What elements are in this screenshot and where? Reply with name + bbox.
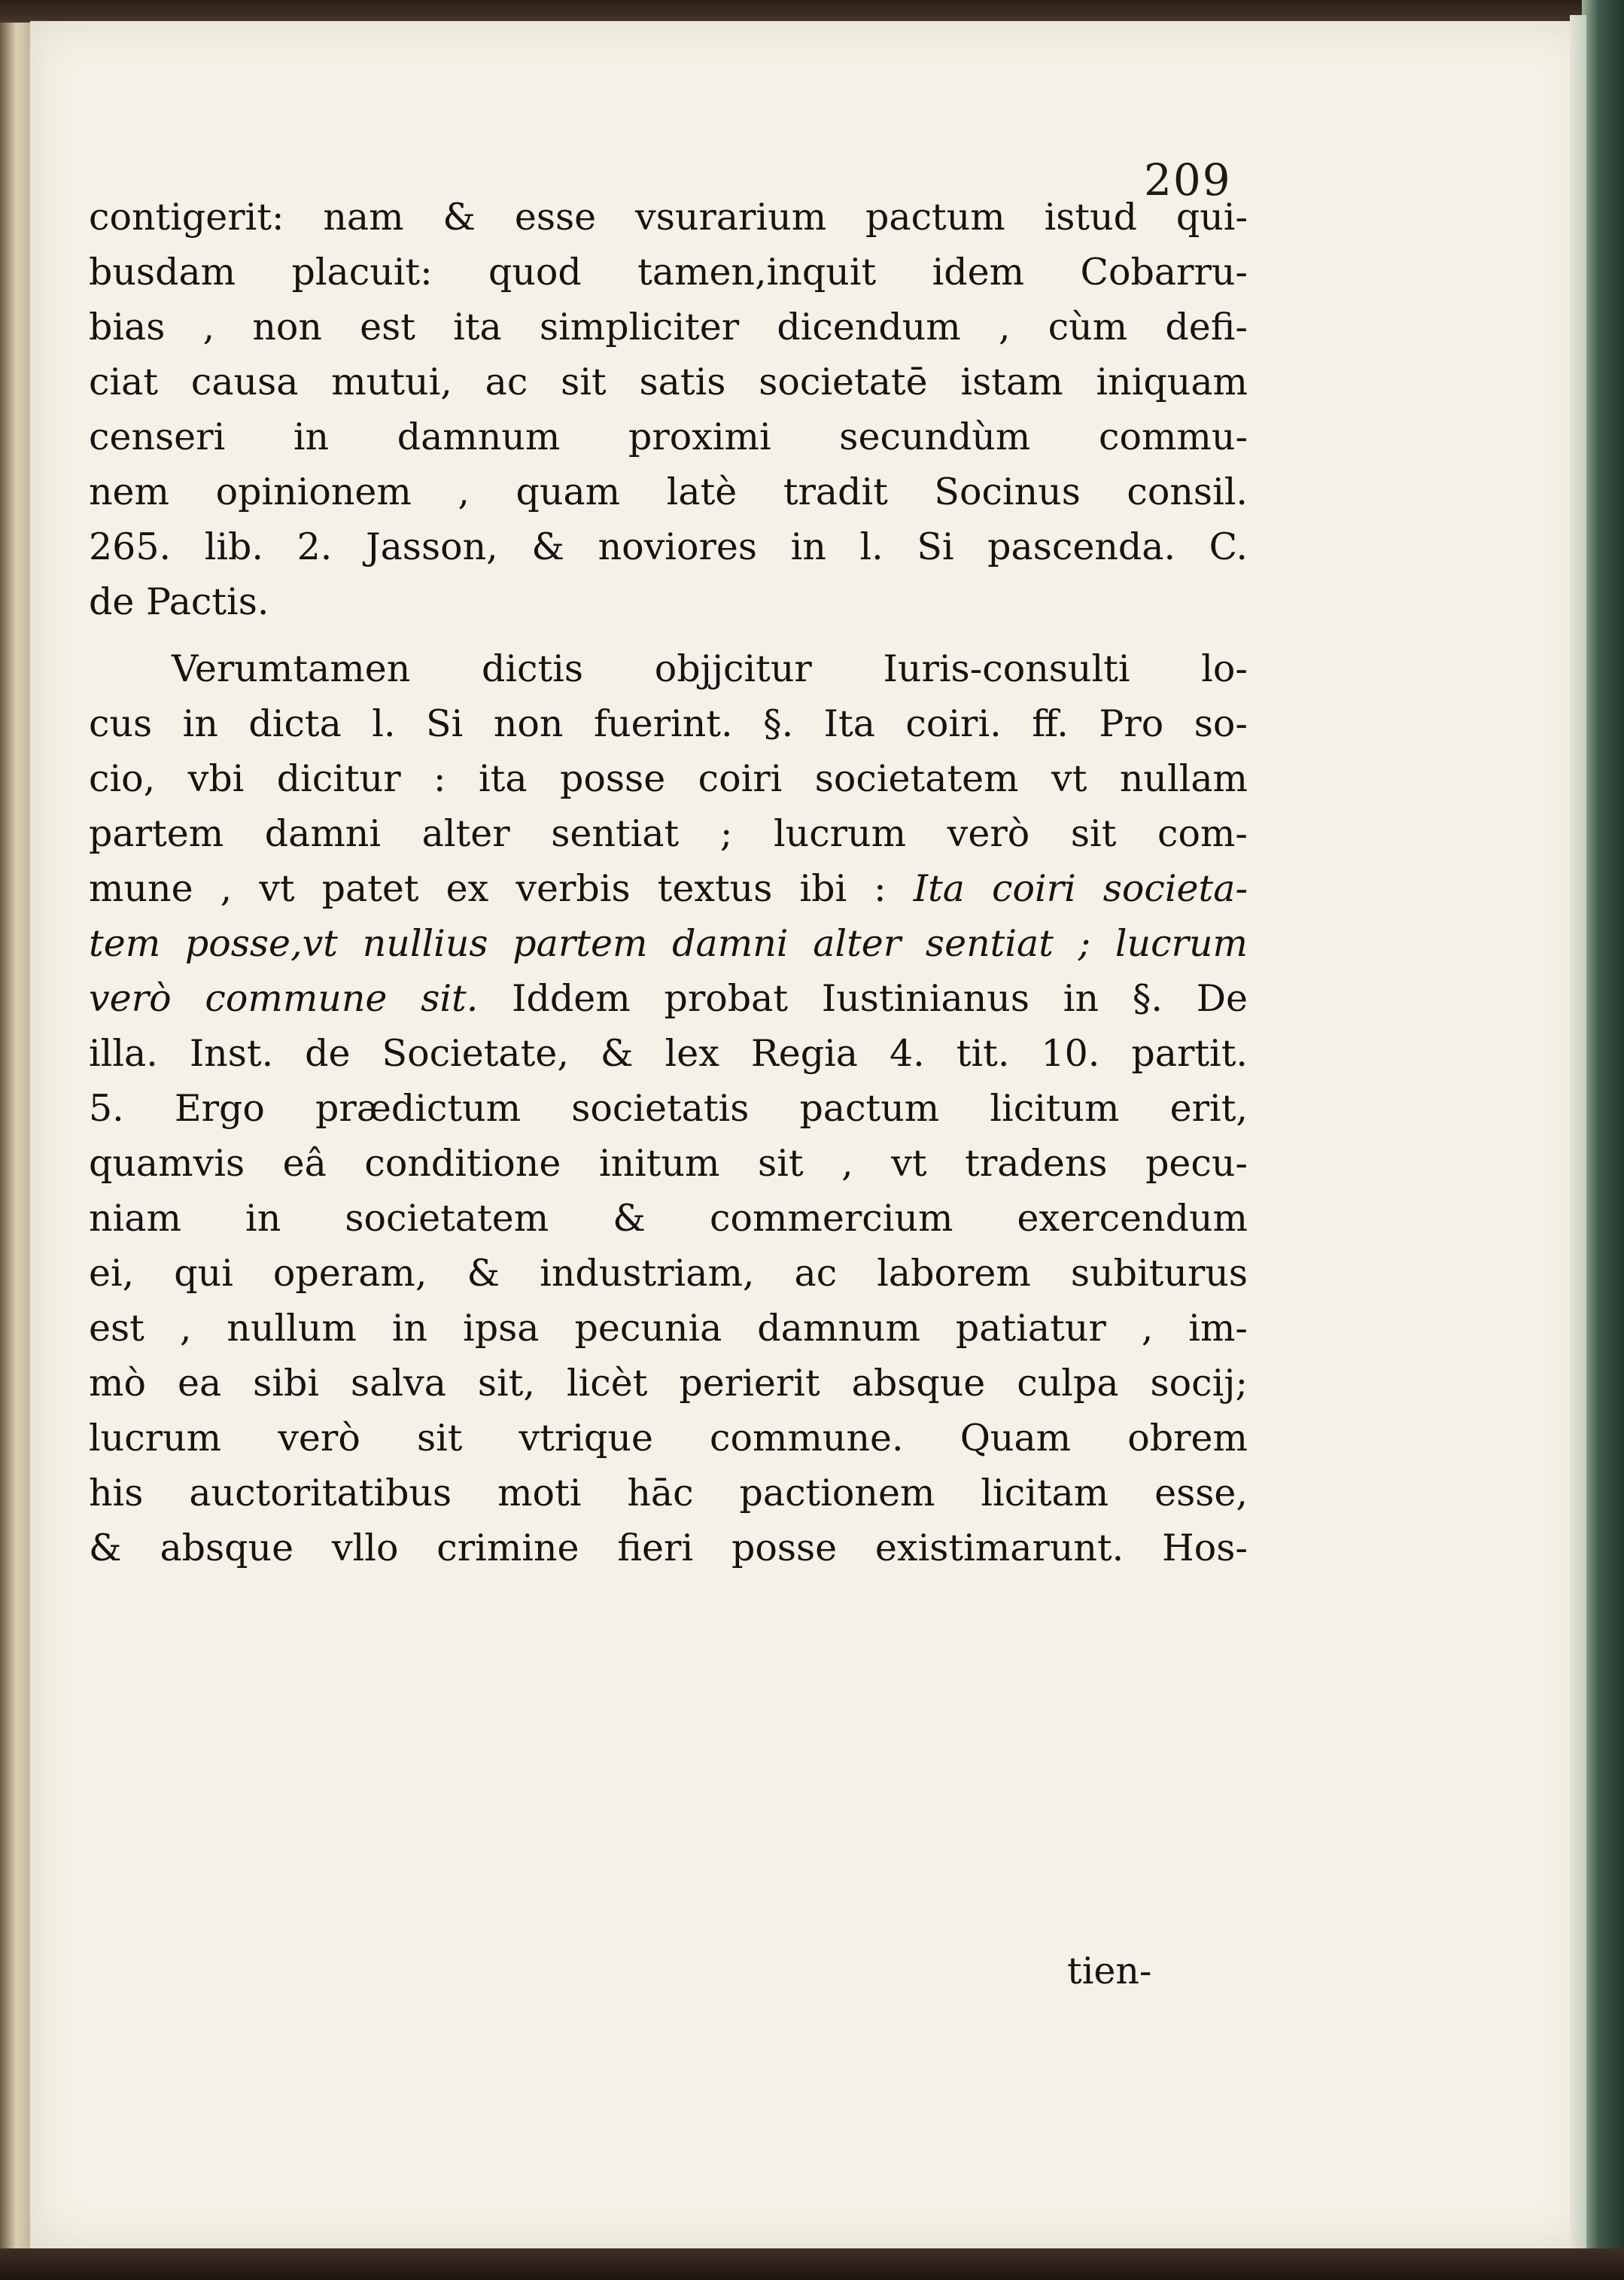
text-line: censeri in damnum proximi secundùm commu- [89,416,1248,458]
text-line: illa. Inst. de Societate, & lex Regia 4. tit. 10. partit. [89,1032,1248,1075]
page-number: 209 [1144,154,1232,205]
catchword: tien- [1067,1950,1152,1992]
background-bottom [0,2248,1624,2280]
text-line: cus in dicta l. Si non fuerint. §. Ita coiri. ff. Pro so- [89,702,1248,745]
text-line: ei, qui operam, & industriam, ac laborem subiturus [89,1252,1248,1295]
text-line-mixed [89,971,1248,1026]
text-line: niam in societatem & commercium exercendum [89,1197,1248,1240]
main-text [89,190,1248,1575]
roman-text: Iddem probat Iustinianus in §. De [512,977,1248,1020]
text-line: contigerit: nam & esse vsurarium pactum istud qui- [89,196,1248,239]
text-line: est , nullum in ipsa pecunia damnum patiatur , im- [89,1307,1248,1350]
text-line: de Pactis. [89,580,269,623]
text-line: bias , non est ita simpliciter dicendum , cùm defi- [89,306,1248,349]
text-line: & absque vllo crimine fieri posse existimarunt. Hos- [89,1527,1248,1569]
text-line: 265. lib. 2. Jasson, & noviores in l. Si pascenda. C. [89,525,1248,568]
text-line: mò ea sibi salva sit, licèt perierit absque culpa socij; [89,1362,1248,1405]
text-line: busdam placuit: quod tamen,inquit idem Cobarru- [89,251,1248,294]
roman-text: mune , vt patet ex verbis textus ibi : [89,867,887,910]
text-line: Verumtamen dictis objjcitur Iuris-consulti lo- [172,647,1248,690]
text-line: partem damni alter sentiat ; lucrum verò sit com- [89,812,1248,855]
text-line: quamvis eâ conditione initum sit , vt tradens pecu- [89,1142,1248,1185]
text-line: cio, vbi dicitur : ita posse coiri societatem vt nullam [89,757,1248,800]
text-line: ciat causa mutui, ac sit satis societatē istam iniquam [89,361,1248,403]
page-fore-edge [1570,15,1586,2258]
text-line: nem opinionem , quam latè tradit Socinus consil. [89,470,1248,513]
italic-quote: Ita coiri societa- [913,867,1248,910]
text-line: 5. Ergo prædictum societatis pactum licitum erit, [89,1087,1248,1130]
italic-quote-line: tem posse,vt nullius partem damni alter sentiat ; lucrum [89,922,1248,965]
text-line: lucrum verò sit vtrique commune. Quam obrem [89,1417,1248,1460]
italic-quote: verò commune sit. [89,977,479,1020]
text-line: his auctoritatibus moti hāc pactionem licitam esse, [89,1472,1248,1514]
book-cover-edge [1582,0,1624,2280]
text-line-mixed [89,861,1248,916]
